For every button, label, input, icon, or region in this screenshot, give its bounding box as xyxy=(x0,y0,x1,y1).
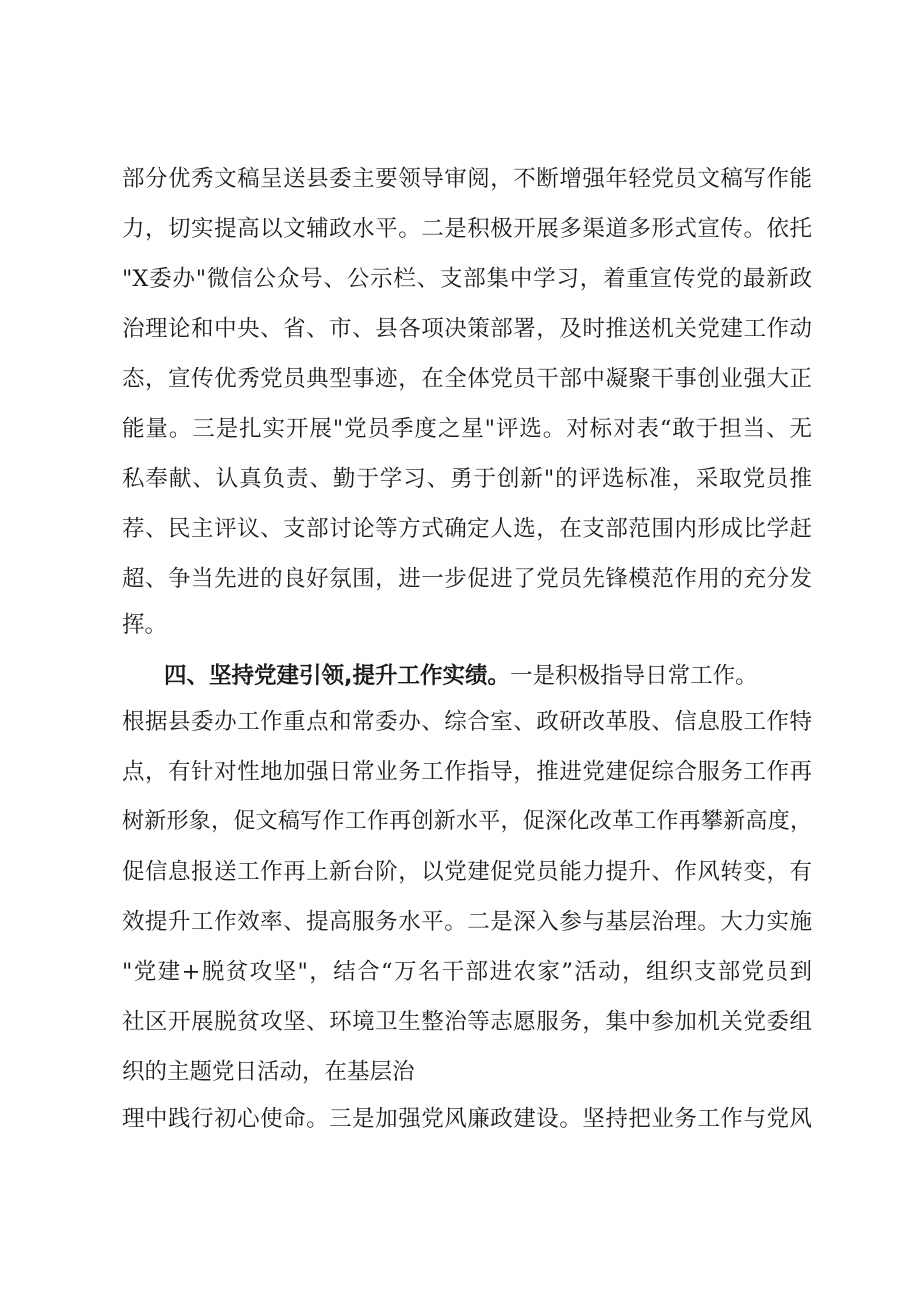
heading-lead: 一是积极指导日常工作。 xyxy=(510,663,758,689)
text-line: 超、争当先进的良好氛围，进一步促进了党员先锋模范作用的充分发 xyxy=(122,566,812,592)
text-line: 态，宣传优秀党员典型事迹，在全体党员干部中凝聚干事创业强大正 xyxy=(122,366,812,392)
text-line: 树新形象，促文稿写作工作再创新水平，促深化改革工作再攀新高度， xyxy=(122,809,812,834)
text-line: 能量。三是扎实开展"党员季度之星"评选。对标对表“敢于担当、无 xyxy=(122,416,812,442)
text-line: "党建+脱贫攻坚"，结合“万名干部进农家”活动，组织支部党员到 xyxy=(122,959,812,985)
text-line: 织的主题党日活动，在基层治 xyxy=(122,1059,415,1085)
text-line: 挥。 xyxy=(122,612,168,638)
heading-title: 四、坚持党建引领,提升工作实绩。 xyxy=(164,663,511,689)
text-line: 治理论和中央、省、市、县各项决策部署，及时推送机关党建工作动 xyxy=(122,316,812,342)
text-line: "X委办"微信公众号、公示栏、支部集中学习，着重宣传党的最新政 xyxy=(122,266,812,292)
text-line: 社区开展脱贫攻坚、环境卫生整治等志愿服务，集中参加机关党委组 xyxy=(122,1009,812,1035)
text-line: 促信息报送工作再上新台阶，以党建促党员能力提升、作风转变，有 xyxy=(122,859,812,885)
text-line: 部分优秀文稿呈送县委主要领导审阅，不断增强年轻党员文稿写作能 xyxy=(122,166,812,192)
text-line: 理中践行初心使命。三是加强党风廉政建设。坚持把业务工作与党风 xyxy=(122,1106,812,1132)
text-line: 根据县委办工作重点和常委办、综合室、政研改革股、信息股工作特 xyxy=(122,709,812,735)
text-line: 私奉献、认真负责、勤于学习、勇于创新"的评选标准，采取党员推 xyxy=(122,466,812,492)
text-line: 力，切实提高以文辅政水平。二是积极开展多渠道多形式宣传。依托 xyxy=(122,216,812,242)
text-line: 效提升工作效率、提高服务水平。二是深入参与基层治理。大力实施 xyxy=(122,909,812,935)
section-heading xyxy=(164,661,774,691)
text-line: 荐、民主评议、支部讨论等方式确定人选，在支部范围内形成比学赶 xyxy=(122,516,812,542)
text-line: 点，有针对性地加强日常业务工作指导，推进党建促综合服务工作再 xyxy=(122,759,812,785)
